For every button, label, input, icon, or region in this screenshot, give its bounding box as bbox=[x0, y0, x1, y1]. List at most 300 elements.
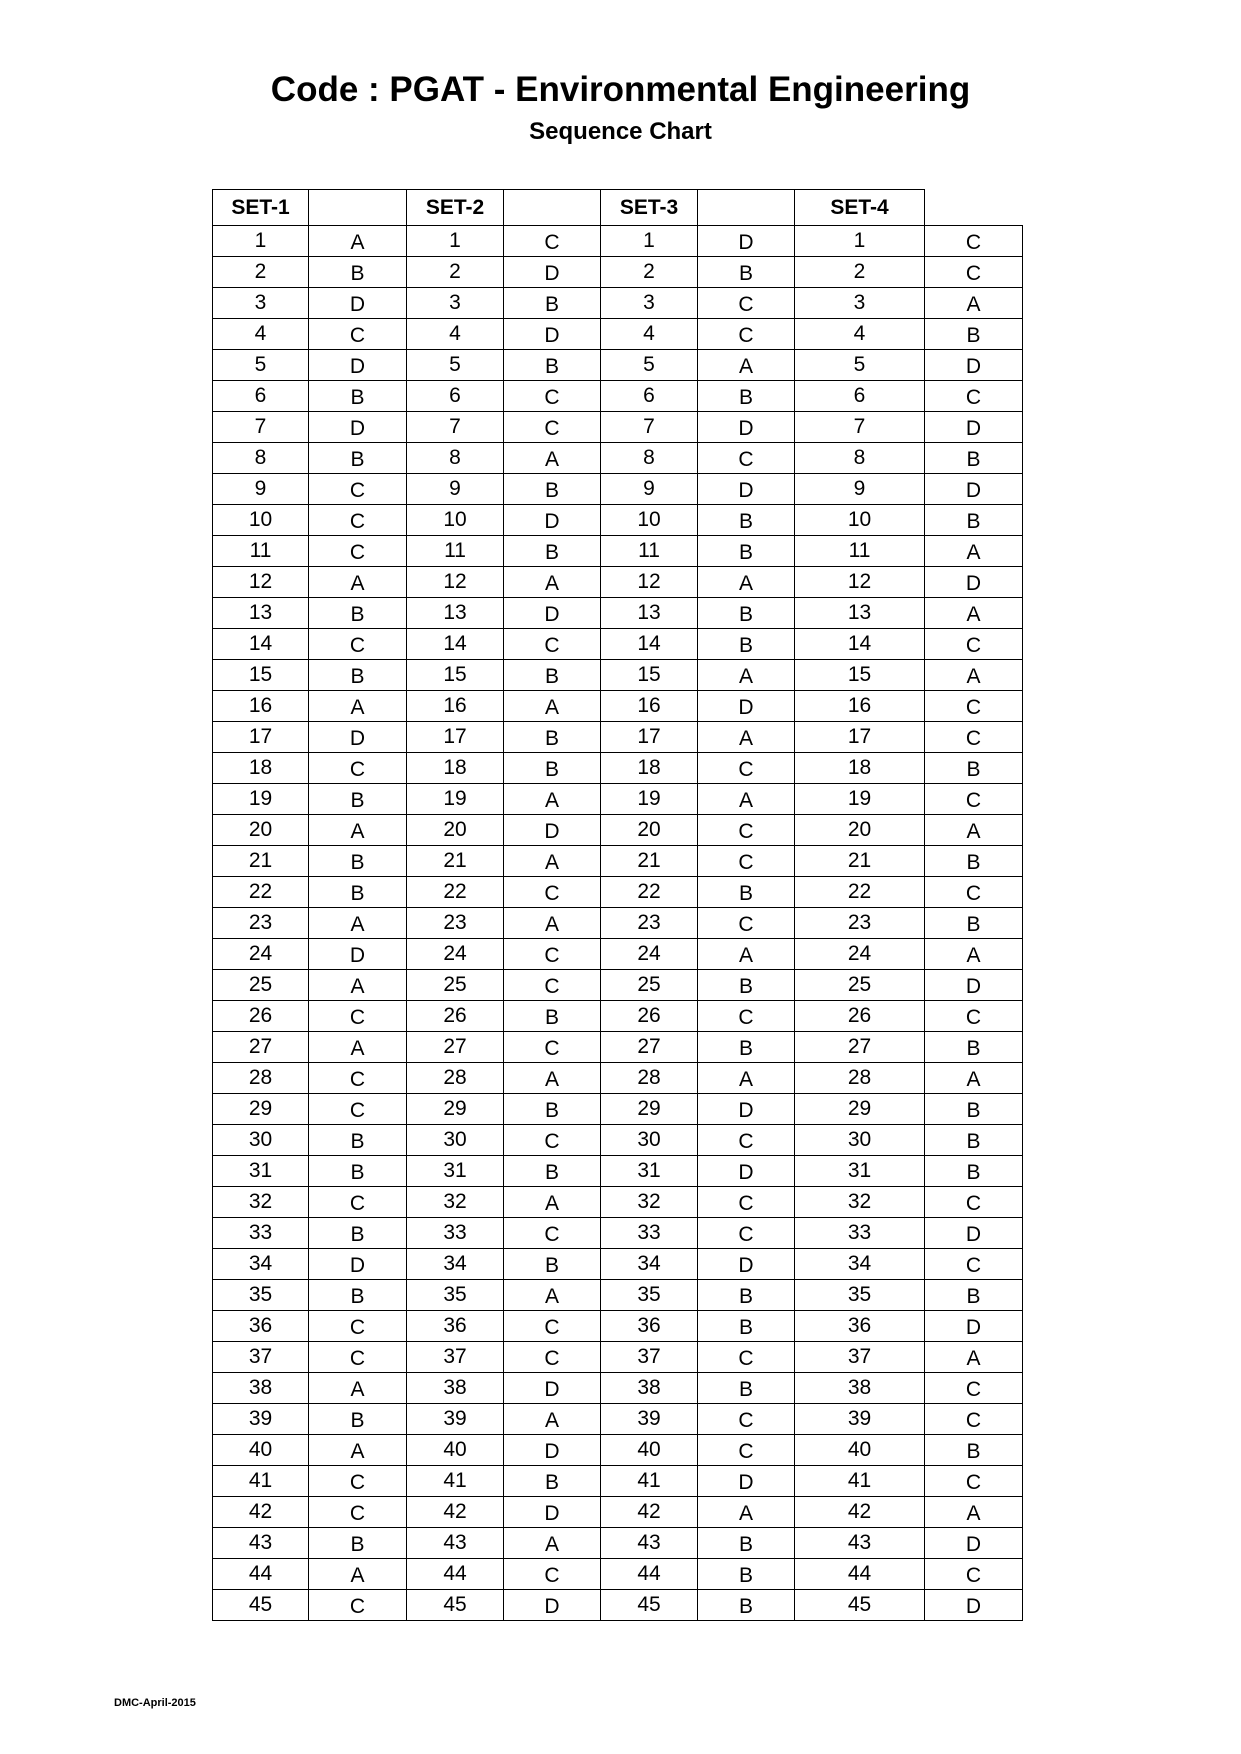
answer-key: A bbox=[504, 1280, 601, 1311]
question-number: 7 bbox=[795, 412, 925, 443]
question-number: 40 bbox=[213, 1435, 309, 1466]
question-number: 16 bbox=[407, 691, 504, 722]
answer-key: C bbox=[925, 381, 1023, 412]
question-number: 5 bbox=[795, 350, 925, 381]
question-number: 16 bbox=[795, 691, 925, 722]
answer-key: B bbox=[925, 1032, 1023, 1063]
answer-key: B bbox=[309, 1156, 407, 1187]
answer-key: B bbox=[925, 753, 1023, 784]
table-row bbox=[213, 1311, 1023, 1342]
answer-key: C bbox=[504, 226, 601, 257]
answer-key: A bbox=[309, 970, 407, 1001]
question-number: 30 bbox=[601, 1125, 698, 1156]
question-number: 27 bbox=[795, 1032, 925, 1063]
answer-key: A bbox=[698, 567, 795, 598]
answer-key: C bbox=[309, 536, 407, 567]
question-number: 6 bbox=[407, 381, 504, 412]
answer-key: A bbox=[925, 1342, 1023, 1373]
question-number: 10 bbox=[407, 505, 504, 536]
question-number: 35 bbox=[407, 1280, 504, 1311]
answer-key: A bbox=[309, 1373, 407, 1404]
question-number: 5 bbox=[213, 350, 309, 381]
question-number: 44 bbox=[795, 1559, 925, 1590]
answer-key: D bbox=[925, 1528, 1023, 1559]
question-number: 32 bbox=[213, 1187, 309, 1218]
question-number: 7 bbox=[213, 412, 309, 443]
answer-key: C bbox=[504, 1032, 601, 1063]
question-number: 3 bbox=[601, 288, 698, 319]
question-number: 1 bbox=[213, 226, 309, 257]
question-number: 35 bbox=[795, 1280, 925, 1311]
table-row bbox=[213, 1590, 1023, 1621]
answer-key: C bbox=[925, 1404, 1023, 1435]
question-number: 3 bbox=[213, 288, 309, 319]
question-number: 29 bbox=[407, 1094, 504, 1125]
question-number: 1 bbox=[795, 226, 925, 257]
table-row bbox=[213, 1497, 1023, 1528]
table-row bbox=[213, 784, 1023, 815]
answer-key: A bbox=[309, 815, 407, 846]
answer-key: C bbox=[504, 412, 601, 443]
table-row bbox=[213, 1063, 1023, 1094]
set-3-header: SET-3 bbox=[601, 190, 698, 226]
table-row bbox=[213, 908, 1023, 939]
answer-key: C bbox=[698, 815, 795, 846]
question-number: 14 bbox=[601, 629, 698, 660]
answer-key: B bbox=[698, 877, 795, 908]
answer-key: A bbox=[309, 226, 407, 257]
answer-key: A bbox=[925, 598, 1023, 629]
answer-key: A bbox=[504, 1404, 601, 1435]
question-number: 28 bbox=[795, 1063, 925, 1094]
answer-key: B bbox=[504, 1466, 601, 1497]
answer-key: C bbox=[925, 1559, 1023, 1590]
question-number: 44 bbox=[213, 1559, 309, 1590]
table-row bbox=[213, 1125, 1023, 1156]
table-row bbox=[213, 691, 1023, 722]
answer-key: D bbox=[504, 1435, 601, 1466]
answer-key: A bbox=[504, 908, 601, 939]
answer-key: D bbox=[309, 1249, 407, 1280]
answer-key: A bbox=[925, 1063, 1023, 1094]
answer-key: D bbox=[309, 288, 407, 319]
answer-key: C bbox=[925, 784, 1023, 815]
table-row bbox=[213, 1435, 1023, 1466]
question-number: 1 bbox=[601, 226, 698, 257]
answer-key: C bbox=[925, 691, 1023, 722]
question-number: 41 bbox=[213, 1466, 309, 1497]
answer-key: A bbox=[698, 1063, 795, 1094]
table-row bbox=[213, 381, 1023, 412]
question-number: 8 bbox=[795, 443, 925, 474]
question-number: 19 bbox=[795, 784, 925, 815]
answer-key: B bbox=[504, 536, 601, 567]
answer-key: D bbox=[698, 1249, 795, 1280]
question-number: 36 bbox=[795, 1311, 925, 1342]
table-row bbox=[213, 505, 1023, 536]
answer-key: C bbox=[698, 1187, 795, 1218]
question-number: 13 bbox=[407, 598, 504, 629]
question-number: 18 bbox=[407, 753, 504, 784]
answer-key: C bbox=[925, 1466, 1023, 1497]
question-number: 26 bbox=[795, 1001, 925, 1032]
question-number: 2 bbox=[601, 257, 698, 288]
answer-key: B bbox=[925, 846, 1023, 877]
answer-key: B bbox=[309, 877, 407, 908]
table-row bbox=[213, 257, 1023, 288]
question-number: 18 bbox=[601, 753, 698, 784]
answer-key: C bbox=[309, 1187, 407, 1218]
answer-key: A bbox=[504, 1528, 601, 1559]
question-number: 39 bbox=[795, 1404, 925, 1435]
question-number: 11 bbox=[407, 536, 504, 567]
question-number: 30 bbox=[407, 1125, 504, 1156]
question-number: 17 bbox=[407, 722, 504, 753]
question-number: 32 bbox=[407, 1187, 504, 1218]
table-row bbox=[213, 226, 1023, 257]
answer-key: B bbox=[925, 908, 1023, 939]
answer-key: B bbox=[504, 1001, 601, 1032]
question-number: 13 bbox=[213, 598, 309, 629]
table-row bbox=[213, 1373, 1023, 1404]
answer-key: B bbox=[309, 1218, 407, 1249]
question-number: 32 bbox=[795, 1187, 925, 1218]
table-row bbox=[213, 1001, 1023, 1032]
question-number: 11 bbox=[213, 536, 309, 567]
answer-key: B bbox=[698, 1032, 795, 1063]
table-row bbox=[213, 1156, 1023, 1187]
question-number: 23 bbox=[407, 908, 504, 939]
answer-key: A bbox=[698, 784, 795, 815]
answer-key: A bbox=[309, 567, 407, 598]
question-number: 36 bbox=[407, 1311, 504, 1342]
question-number: 8 bbox=[601, 443, 698, 474]
answer-key: B bbox=[698, 598, 795, 629]
question-number: 37 bbox=[795, 1342, 925, 1373]
answer-key: B bbox=[698, 505, 795, 536]
question-number: 12 bbox=[407, 567, 504, 598]
question-number: 42 bbox=[601, 1497, 698, 1528]
question-number: 25 bbox=[795, 970, 925, 1001]
answer-key: C bbox=[309, 1590, 407, 1621]
table-row bbox=[213, 598, 1023, 629]
set-1-header: SET-1 bbox=[213, 190, 309, 226]
answer-key: D bbox=[504, 505, 601, 536]
question-number: 28 bbox=[213, 1063, 309, 1094]
answer-key: C bbox=[309, 474, 407, 505]
question-number: 15 bbox=[213, 660, 309, 691]
answer-key: C bbox=[504, 1311, 601, 1342]
question-number: 7 bbox=[407, 412, 504, 443]
answer-key: D bbox=[698, 226, 795, 257]
question-number: 34 bbox=[601, 1249, 698, 1280]
table-row bbox=[213, 1094, 1023, 1125]
answer-key: B bbox=[309, 257, 407, 288]
question-number: 5 bbox=[601, 350, 698, 381]
answer-key: C bbox=[504, 970, 601, 1001]
question-number: 40 bbox=[407, 1435, 504, 1466]
question-number: 40 bbox=[795, 1435, 925, 1466]
question-number: 26 bbox=[407, 1001, 504, 1032]
question-number: 19 bbox=[213, 784, 309, 815]
question-number: 17 bbox=[601, 722, 698, 753]
question-number: 41 bbox=[601, 1466, 698, 1497]
question-number: 37 bbox=[213, 1342, 309, 1373]
answer-key: A bbox=[504, 784, 601, 815]
answer-key: B bbox=[925, 1156, 1023, 1187]
table-row bbox=[213, 443, 1023, 474]
answer-key: C bbox=[504, 381, 601, 412]
page-subtitle: Sequence Chart bbox=[529, 118, 712, 145]
answer-key: A bbox=[698, 660, 795, 691]
question-number: 27 bbox=[407, 1032, 504, 1063]
answer-key: A bbox=[925, 660, 1023, 691]
question-number: 34 bbox=[407, 1249, 504, 1280]
question-number: 38 bbox=[601, 1373, 698, 1404]
question-number: 24 bbox=[601, 939, 698, 970]
answer-key: A bbox=[309, 1559, 407, 1590]
answer-key: B bbox=[925, 505, 1023, 536]
answer-key: D bbox=[925, 412, 1023, 443]
question-number: 26 bbox=[213, 1001, 309, 1032]
question-number: 12 bbox=[213, 567, 309, 598]
table-row bbox=[213, 319, 1023, 350]
answer-key: B bbox=[309, 846, 407, 877]
answer-key: D bbox=[504, 815, 601, 846]
set-3-answer-header bbox=[698, 190, 795, 226]
question-number: 33 bbox=[407, 1218, 504, 1249]
question-number: 20 bbox=[213, 815, 309, 846]
answer-key: C bbox=[698, 443, 795, 474]
question-number: 24 bbox=[795, 939, 925, 970]
question-number: 31 bbox=[407, 1156, 504, 1187]
answer-key: B bbox=[504, 1249, 601, 1280]
answer-key: D bbox=[925, 474, 1023, 505]
question-number: 42 bbox=[213, 1497, 309, 1528]
question-number: 23 bbox=[213, 908, 309, 939]
question-number: 14 bbox=[407, 629, 504, 660]
answer-key: C bbox=[925, 877, 1023, 908]
table-row bbox=[213, 1218, 1023, 1249]
answer-key: B bbox=[504, 722, 601, 753]
answer-key: D bbox=[309, 722, 407, 753]
answer-key: C bbox=[504, 629, 601, 660]
question-number: 3 bbox=[407, 288, 504, 319]
question-number: 31 bbox=[601, 1156, 698, 1187]
question-number: 33 bbox=[795, 1218, 925, 1249]
question-number: 21 bbox=[213, 846, 309, 877]
answer-key: A bbox=[698, 939, 795, 970]
question-number: 27 bbox=[213, 1032, 309, 1063]
footer-note: DMC-April-2015 bbox=[114, 1697, 196, 1709]
answer-key: C bbox=[698, 1404, 795, 1435]
question-number: 15 bbox=[407, 660, 504, 691]
answer-key: B bbox=[925, 1280, 1023, 1311]
answer-key: B bbox=[504, 288, 601, 319]
answer-key: D bbox=[698, 1156, 795, 1187]
question-number: 37 bbox=[601, 1342, 698, 1373]
table-row bbox=[213, 1249, 1023, 1280]
question-number: 7 bbox=[601, 412, 698, 443]
question-number: 6 bbox=[213, 381, 309, 412]
question-number: 14 bbox=[213, 629, 309, 660]
answer-key: A bbox=[309, 691, 407, 722]
question-number: 3 bbox=[795, 288, 925, 319]
question-number: 24 bbox=[213, 939, 309, 970]
question-number: 43 bbox=[795, 1528, 925, 1559]
question-number: 18 bbox=[795, 753, 925, 784]
question-number: 18 bbox=[213, 753, 309, 784]
question-number: 16 bbox=[601, 691, 698, 722]
set-4-answer-header bbox=[925, 190, 1023, 226]
answer-key: C bbox=[309, 1063, 407, 1094]
answer-key: B bbox=[504, 1156, 601, 1187]
answer-key: B bbox=[309, 1528, 407, 1559]
answer-key: A bbox=[698, 722, 795, 753]
question-number: 8 bbox=[407, 443, 504, 474]
table-row bbox=[213, 939, 1023, 970]
answer-key: C bbox=[925, 1249, 1023, 1280]
page-title: Code : PGAT - Environmental Engineering bbox=[270, 70, 971, 109]
answer-key: A bbox=[925, 939, 1023, 970]
answer-key: B bbox=[698, 257, 795, 288]
answer-key: C bbox=[309, 1094, 407, 1125]
question-number: 38 bbox=[795, 1373, 925, 1404]
answer-key: D bbox=[309, 939, 407, 970]
answer-key: C bbox=[698, 1435, 795, 1466]
answer-key: D bbox=[504, 1373, 601, 1404]
table-row bbox=[213, 1404, 1023, 1435]
question-number: 22 bbox=[795, 877, 925, 908]
answer-key: A bbox=[504, 567, 601, 598]
question-number: 43 bbox=[601, 1528, 698, 1559]
answer-key: C bbox=[504, 1218, 601, 1249]
answer-key: C bbox=[698, 908, 795, 939]
answer-key: C bbox=[925, 629, 1023, 660]
answer-key: D bbox=[504, 257, 601, 288]
answer-key: C bbox=[309, 1001, 407, 1032]
answer-key: B bbox=[698, 381, 795, 412]
answer-key: C bbox=[309, 1497, 407, 1528]
answer-key: B bbox=[309, 1404, 407, 1435]
answer-key: A bbox=[925, 288, 1023, 319]
answer-key: B bbox=[698, 1590, 795, 1621]
question-number: 17 bbox=[213, 722, 309, 753]
question-number: 30 bbox=[213, 1125, 309, 1156]
answer-key: C bbox=[698, 1001, 795, 1032]
answer-key: B bbox=[309, 1280, 407, 1311]
answer-key: A bbox=[309, 1435, 407, 1466]
answer-key: C bbox=[504, 939, 601, 970]
table-row bbox=[213, 970, 1023, 1001]
answer-key: B bbox=[504, 660, 601, 691]
answer-key: C bbox=[925, 257, 1023, 288]
answer-key: B bbox=[309, 443, 407, 474]
question-number: 19 bbox=[601, 784, 698, 815]
table-row bbox=[213, 350, 1023, 381]
answer-key: B bbox=[698, 970, 795, 1001]
question-number: 35 bbox=[213, 1280, 309, 1311]
question-number: 9 bbox=[601, 474, 698, 505]
table-row bbox=[213, 1342, 1023, 1373]
answer-key: B bbox=[698, 1280, 795, 1311]
table-row bbox=[213, 1280, 1023, 1311]
question-number: 45 bbox=[601, 1590, 698, 1621]
answer-key: A bbox=[309, 1032, 407, 1063]
question-number: 10 bbox=[213, 505, 309, 536]
set-4-header: SET-4 bbox=[795, 190, 925, 226]
answer-key: D bbox=[504, 319, 601, 350]
answer-key: A bbox=[698, 1497, 795, 1528]
question-number: 2 bbox=[213, 257, 309, 288]
table-row bbox=[213, 1466, 1023, 1497]
question-number: 24 bbox=[407, 939, 504, 970]
answer-key: B bbox=[698, 1559, 795, 1590]
answer-key: B bbox=[504, 350, 601, 381]
answer-key: B bbox=[698, 1528, 795, 1559]
table-header-row bbox=[213, 190, 1023, 226]
question-number: 40 bbox=[601, 1435, 698, 1466]
answer-key: D bbox=[504, 1497, 601, 1528]
answer-key: B bbox=[309, 784, 407, 815]
question-number: 9 bbox=[213, 474, 309, 505]
question-number: 26 bbox=[601, 1001, 698, 1032]
question-number: 43 bbox=[407, 1528, 504, 1559]
answer-key: C bbox=[309, 319, 407, 350]
question-number: 17 bbox=[795, 722, 925, 753]
table-row bbox=[213, 1559, 1023, 1590]
question-number: 11 bbox=[795, 536, 925, 567]
sequence-chart-table bbox=[212, 189, 1023, 1621]
set-2-header: SET-2 bbox=[407, 190, 504, 226]
question-number: 4 bbox=[213, 319, 309, 350]
table-row bbox=[213, 1187, 1023, 1218]
answer-key: C bbox=[925, 1373, 1023, 1404]
answer-key: C bbox=[698, 846, 795, 877]
answer-key: D bbox=[925, 1590, 1023, 1621]
answer-key: D bbox=[698, 691, 795, 722]
answer-key: D bbox=[925, 970, 1023, 1001]
answer-key: C bbox=[504, 877, 601, 908]
question-number: 16 bbox=[213, 691, 309, 722]
answer-key: C bbox=[504, 1342, 601, 1373]
question-number: 21 bbox=[795, 846, 925, 877]
question-number: 20 bbox=[601, 815, 698, 846]
question-number: 39 bbox=[213, 1404, 309, 1435]
answer-key: B bbox=[925, 1094, 1023, 1125]
question-number: 21 bbox=[601, 846, 698, 877]
question-number: 22 bbox=[213, 877, 309, 908]
question-number: 38 bbox=[407, 1373, 504, 1404]
answer-key: D bbox=[698, 412, 795, 443]
question-number: 22 bbox=[601, 877, 698, 908]
answer-key: C bbox=[698, 288, 795, 319]
question-number: 34 bbox=[213, 1249, 309, 1280]
question-number: 14 bbox=[795, 629, 925, 660]
table-row bbox=[213, 846, 1023, 877]
question-number: 22 bbox=[407, 877, 504, 908]
answer-key: A bbox=[925, 1497, 1023, 1528]
answer-key: D bbox=[698, 474, 795, 505]
table-row bbox=[213, 722, 1023, 753]
question-number: 43 bbox=[213, 1528, 309, 1559]
question-number: 4 bbox=[795, 319, 925, 350]
answer-key: C bbox=[698, 1342, 795, 1373]
question-number: 42 bbox=[407, 1497, 504, 1528]
question-number: 44 bbox=[407, 1559, 504, 1590]
question-number: 13 bbox=[795, 598, 925, 629]
question-number: 30 bbox=[795, 1125, 925, 1156]
